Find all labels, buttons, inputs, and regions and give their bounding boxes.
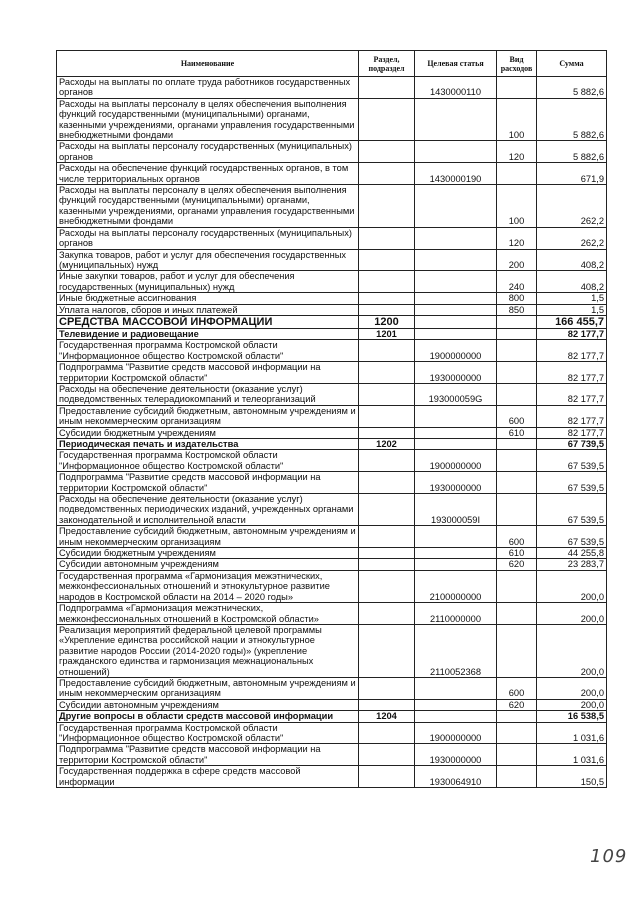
row-section: [359, 163, 415, 185]
row-target: 193000059G: [415, 383, 497, 405]
table-row: [57, 603, 607, 625]
budget-table: [56, 50, 607, 788]
row-section: [359, 722, 415, 744]
row-expense-type: [497, 362, 537, 384]
row-section: [359, 766, 415, 788]
row-amount: 671,9: [537, 163, 607, 185]
row-expense-type: [497, 328, 537, 339]
row-name: Расходы на выплаты персоналу в целях обеспечения выполнения функций государственными (муниципальными) органами, казенными учреждениями, органами управления государственными внебюджетными фондами: [57, 98, 359, 141]
row-amount: 82 177,7: [537, 328, 607, 339]
row-target: [415, 304, 497, 315]
row-name: Реализация мероприятий федеральной целевой программы «Укрепление единства российской нации и этнокультурное развитие народов России (2014-2020 годы)» (укрепление гражданского единства и гармонизация межнациональных отношений): [57, 624, 359, 677]
row-target: [415, 271, 497, 293]
table-row: [57, 141, 607, 163]
table-row: [57, 405, 607, 427]
row-section: 1201: [359, 328, 415, 339]
row-expense-type: 600: [497, 405, 537, 427]
row-amount: 67 539,5: [537, 450, 607, 472]
row-amount: 200,0: [537, 603, 607, 625]
row-expense-type: [497, 603, 537, 625]
header-name: Наименование: [57, 51, 359, 77]
table-row: [57, 472, 607, 494]
row-expense-type: [497, 163, 537, 185]
row-expense-type: 620: [497, 699, 537, 710]
row-section: [359, 405, 415, 427]
row-amount: 1,5: [537, 293, 607, 304]
table-row: [57, 98, 607, 141]
table-row: [57, 249, 607, 271]
row-amount: 82 177,7: [537, 405, 607, 427]
row-name: Иные бюджетные ассигнования: [57, 293, 359, 304]
row-amount: 262,2: [537, 185, 607, 228]
row-target: [415, 315, 497, 328]
table-row: [57, 439, 607, 450]
table-row: [57, 677, 607, 699]
row-target: [415, 559, 497, 570]
row-expense-type: [497, 439, 537, 450]
row-name: Государственная программа Костромской области "Информационное общество Костромской области": [57, 722, 359, 744]
row-name: Расходы на обеспечение функций государственных органов, в том числе территориальных органов: [57, 163, 359, 185]
row-amount: 67 539,5: [537, 494, 607, 526]
row-expense-type: [497, 624, 537, 677]
row-name: Субсидии автономным учреждениям: [57, 699, 359, 710]
row-expense-type: [497, 315, 537, 328]
row-expense-type: 610: [497, 548, 537, 559]
row-expense-type: [497, 472, 537, 494]
table-row: [57, 271, 607, 293]
row-name: Периодическая печать и издательства: [57, 439, 359, 450]
row-amount: 150,5: [537, 766, 607, 788]
row-section: [359, 472, 415, 494]
row-target: [415, 249, 497, 271]
row-section: [359, 249, 415, 271]
row-amount: 1,5: [537, 304, 607, 315]
row-amount: 200,0: [537, 677, 607, 699]
table-row: [57, 548, 607, 559]
row-name: Расходы на обеспечение деятельности (оказание услуг) подведомственных периодических изданий, учрежденных органами законодательной и исполнительной власти: [57, 494, 359, 526]
row-amount: 166 455,7: [537, 315, 607, 328]
row-name: Подпрограмма "Развитие средств массовой информации на территории Костромской области": [57, 472, 359, 494]
row-expense-type: [497, 450, 537, 472]
row-section: [359, 141, 415, 163]
row-target: 1430000110: [415, 77, 497, 99]
row-amount: 67 539,5: [537, 526, 607, 548]
row-section: 1204: [359, 711, 415, 722]
row-section: [359, 383, 415, 405]
row-amount: 82 177,7: [537, 427, 607, 438]
row-section: [359, 271, 415, 293]
row-section: [359, 362, 415, 384]
row-target: 1930064910: [415, 766, 497, 788]
row-name: Другие вопросы в области средств массовой информации: [57, 711, 359, 722]
row-target: 2110000000: [415, 603, 497, 625]
row-name: Субсидии бюджетным учреждениям: [57, 427, 359, 438]
table-row: [57, 494, 607, 526]
row-target: [415, 439, 497, 450]
row-target: [415, 526, 497, 548]
row-amount: 23 283,7: [537, 559, 607, 570]
row-name: Субсидии бюджетным учреждениям: [57, 548, 359, 559]
row-expense-type: [497, 77, 537, 99]
row-expense-type: [497, 570, 537, 602]
table-row: [57, 185, 607, 228]
row-section: [359, 526, 415, 548]
row-section: [359, 293, 415, 304]
row-name: Предоставление субсидий бюджетным, автономным учреждениям и иным некоммерческим организациям: [57, 405, 359, 427]
row-section: [359, 450, 415, 472]
row-name: СРЕДСТВА МАССОВОЙ ИНФОРМАЦИИ: [57, 315, 359, 328]
row-amount: 44 255,8: [537, 548, 607, 559]
table-row: [57, 624, 607, 677]
table-row: [57, 711, 607, 722]
row-amount: 82 177,7: [537, 383, 607, 405]
row-target: [415, 699, 497, 710]
row-expense-type: 600: [497, 677, 537, 699]
header-section: Раздел, подраздел: [359, 51, 415, 77]
row-name: Уплата налогов, сборов и иных платежей: [57, 304, 359, 315]
row-target: 1430000190: [415, 163, 497, 185]
row-section: [359, 185, 415, 228]
row-name: Расходы на выплаты персоналу в целях обеспечения выполнения функций государственными (муниципальными) органами, казенными учреждениями, органами управления государственными внебюджетными фондами: [57, 185, 359, 228]
table-row: [57, 570, 607, 602]
row-section: [359, 227, 415, 249]
row-name: Субсидии автономным учреждениям: [57, 559, 359, 570]
row-amount: 1 031,6: [537, 722, 607, 744]
row-amount: 16 538,5: [537, 711, 607, 722]
row-expense-type: [497, 711, 537, 722]
row-expense-type: 610: [497, 427, 537, 438]
row-section: [359, 624, 415, 677]
row-amount: 200,0: [537, 570, 607, 602]
row-name: Расходы на выплаты персоналу государственных (муниципальных) органов: [57, 141, 359, 163]
row-amount: 262,2: [537, 227, 607, 249]
table-row: [57, 559, 607, 570]
row-name: Подпрограмма "Развитие средств массовой информации на территории Костромской области": [57, 744, 359, 766]
row-section: [359, 77, 415, 99]
row-expense-type: 120: [497, 141, 537, 163]
table-header-row: [57, 51, 607, 77]
row-amount: 1 031,6: [537, 744, 607, 766]
row-name: Подпрограмма «Гармонизация межэтнических, межконфессиональных отношений в Костромской области»: [57, 603, 359, 625]
header-amount: Сумма: [537, 51, 607, 77]
table-row: [57, 744, 607, 766]
row-name: Предоставление субсидий бюджетным, автономным учреждениям и иным некоммерческим организациям: [57, 677, 359, 699]
page-number: 109: [590, 846, 628, 867]
table-row: [57, 766, 607, 788]
row-section: [359, 304, 415, 315]
table-row: [57, 227, 607, 249]
row-target: [415, 405, 497, 427]
row-expense-type: 600: [497, 526, 537, 548]
row-name: Подпрограмма "Развитие средств массовой информации на территории Костромской области": [57, 362, 359, 384]
row-target: [415, 328, 497, 339]
row-expense-type: 100: [497, 185, 537, 228]
row-name: Государственная программа «Гармонизация межэтнических, межконфессиональных отношений и этнокультурное развитие народов в Костромской области на 2014 – 2020 годы»: [57, 570, 359, 602]
row-name: Закупка товаров, работ и услуг для обеспечения государственных (муниципальных) нужд: [57, 249, 359, 271]
row-expense-type: 120: [497, 227, 537, 249]
row-name: Иные закупки товаров, работ и услуг для обеспечения государственных (муниципальных) нужд: [57, 271, 359, 293]
row-section: [359, 603, 415, 625]
row-target: 193000059I: [415, 494, 497, 526]
row-expense-type: [497, 340, 537, 362]
row-section: 1200: [359, 315, 415, 328]
row-target: [415, 141, 497, 163]
row-amount: 67 739,5: [537, 439, 607, 450]
table-row: [57, 699, 607, 710]
row-section: [359, 340, 415, 362]
row-amount: 408,2: [537, 249, 607, 271]
row-name: Государственная поддержка в сфере средств массовой информации: [57, 766, 359, 788]
row-target: 1900000000: [415, 340, 497, 362]
row-name: Телевидение и радиовещание: [57, 328, 359, 339]
row-amount: 200,0: [537, 699, 607, 710]
row-name: Государственная программа Костромской области "Информационное общество Костромской области": [57, 450, 359, 472]
row-target: 2110052368: [415, 624, 497, 677]
row-target: [415, 227, 497, 249]
row-amount: 82 177,7: [537, 340, 607, 362]
row-target: [415, 293, 497, 304]
row-section: [359, 744, 415, 766]
row-expense-type: [497, 383, 537, 405]
table-row: [57, 427, 607, 438]
table-row: [57, 722, 607, 744]
row-target: [415, 185, 497, 228]
row-section: [359, 570, 415, 602]
row-amount: 408,2: [537, 271, 607, 293]
row-target: 1900000000: [415, 450, 497, 472]
row-section: [359, 559, 415, 570]
row-target: 1930000000: [415, 362, 497, 384]
header-expense-type: Вид расходов: [497, 51, 537, 77]
row-amount: 5 882,6: [537, 141, 607, 163]
row-name: Расходы на выплаты персоналу государственных (муниципальных) органов: [57, 227, 359, 249]
row-expense-type: 100: [497, 98, 537, 141]
row-amount: 82 177,7: [537, 362, 607, 384]
table-row: [57, 315, 607, 328]
row-name: Государственная программа Костромской области "Информационное общество Костромской области": [57, 340, 359, 362]
row-expense-type: 850: [497, 304, 537, 315]
row-expense-type: 200: [497, 249, 537, 271]
row-section: [359, 677, 415, 699]
row-expense-type: [497, 494, 537, 526]
row-target: 2100000000: [415, 570, 497, 602]
row-expense-type: 620: [497, 559, 537, 570]
row-name: Расходы на обеспечение деятельности (оказание услуг) подведомственных телерадиокомпаний и телеорганизаций: [57, 383, 359, 405]
row-section: [359, 427, 415, 438]
row-expense-type: 240: [497, 271, 537, 293]
table-row: [57, 293, 607, 304]
row-expense-type: [497, 744, 537, 766]
table-row: [57, 526, 607, 548]
row-target: 1900000000: [415, 722, 497, 744]
row-target: [415, 711, 497, 722]
row-amount: 200,0: [537, 624, 607, 677]
row-section: [359, 98, 415, 141]
row-section: [359, 548, 415, 559]
row-section: [359, 699, 415, 710]
row-target: [415, 427, 497, 438]
row-target: [415, 548, 497, 559]
row-amount: 5 882,6: [537, 98, 607, 141]
table-row: [57, 77, 607, 99]
row-target: [415, 677, 497, 699]
row-target: 1930000000: [415, 744, 497, 766]
row-section: 1202: [359, 439, 415, 450]
row-expense-type: [497, 722, 537, 744]
table-row: [57, 163, 607, 185]
table-row: [57, 304, 607, 315]
table-row: [57, 450, 607, 472]
row-target: 1930000000: [415, 472, 497, 494]
row-amount: 67 539,5: [537, 472, 607, 494]
header-target: Целевая статья: [415, 51, 497, 77]
row-amount: 5 882,6: [537, 77, 607, 99]
table-row: [57, 328, 607, 339]
row-name: Расходы на выплаты по оплате труда работников государственных органов: [57, 77, 359, 99]
row-section: [359, 494, 415, 526]
row-expense-type: [497, 766, 537, 788]
row-name: Предоставление субсидий бюджетным, автономным учреждениям и иным некоммерческим организациям: [57, 526, 359, 548]
table-row: [57, 362, 607, 384]
table-row: [57, 383, 607, 405]
row-expense-type: 800: [497, 293, 537, 304]
row-target: [415, 98, 497, 141]
table-row: [57, 340, 607, 362]
